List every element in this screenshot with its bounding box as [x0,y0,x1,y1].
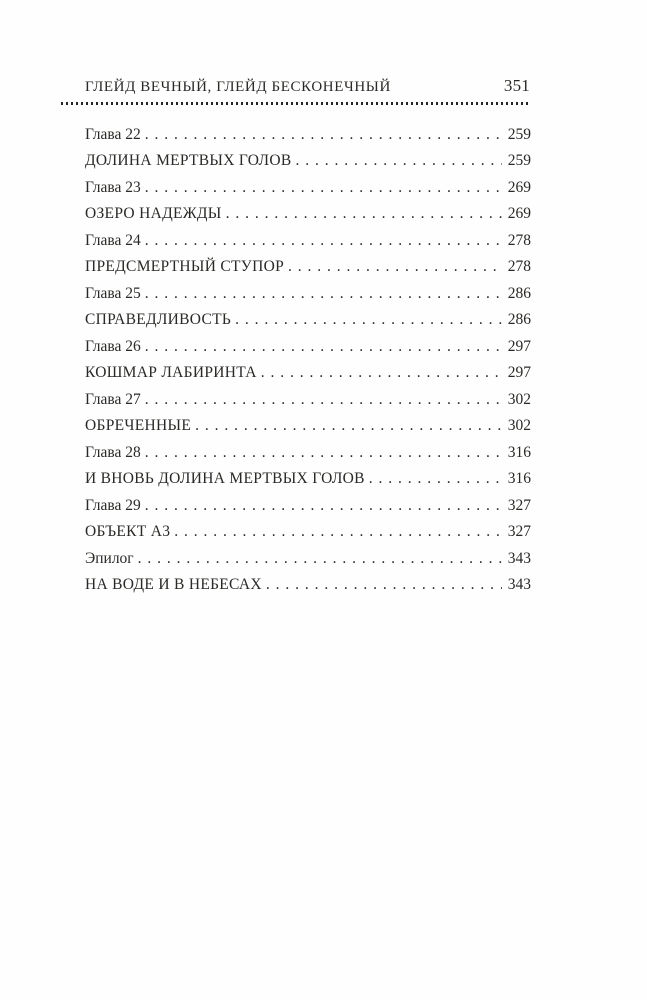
dot-leader [174,519,502,545]
toc-entry [85,122,531,174]
toc-entry [85,175,531,227]
toc-chapter-page: 259 [507,126,531,143]
toc-title-line [85,307,531,333]
toc-chapter-page: 302 [507,391,531,408]
header-dotted-rule [61,102,529,105]
toc-title-page: 302 [507,417,531,434]
dot-leader [145,175,502,201]
toc-entry [85,334,531,386]
toc-title-page: 327 [507,523,531,540]
toc-entry [85,387,531,439]
toc-chapter-line [85,493,531,519]
toc-chapter-label: Глава 26 [85,338,141,355]
dot-leader [261,360,502,386]
dot-leader [266,572,502,598]
dot-leader [288,254,502,280]
dot-leader [369,466,502,492]
toc-chapter-page: 316 [507,444,531,461]
running-header-page-number: 351 [503,76,530,95]
toc-title-page: 297 [507,364,531,381]
toc-title-page: 286 [507,311,531,328]
toc-title-page: 316 [507,470,531,487]
toc-title-line [85,254,531,280]
dot-leader [195,413,502,439]
toc-title-line [85,572,531,598]
dot-leader [145,281,502,307]
toc-title-page: 269 [507,205,531,222]
toc-chapter-page: 286 [507,285,531,302]
toc-title-page: 343 [507,576,531,593]
toc-title-label: ОБЪЕКТ А3 [85,523,171,540]
toc-entry [85,228,531,280]
running-header-title: ГЛЕЙД ВЕЧНЫЙ, ГЛЕЙД БЕСКОНЕЧНЫЙ [85,79,391,95]
running-header [85,77,530,96]
dot-leader [226,201,502,227]
toc-title-label: ОЗЕРО НАДЕЖДЫ [85,205,222,222]
toc-title-line [85,360,531,386]
toc-chapter-line [85,440,531,466]
toc-list [85,122,531,599]
toc-title-label: И ВНОВЬ ДОЛИНА МЕРТВЫХ ГОЛОВ [85,470,365,487]
toc-chapter-line [85,387,531,413]
dot-leader [295,148,502,174]
dot-leader [138,546,502,572]
toc-chapter-line [85,228,531,254]
toc-chapter-label: Глава 24 [85,232,141,249]
toc-title-page: 259 [507,152,531,169]
toc-chapter-line [85,546,531,572]
dot-leader [145,387,502,413]
dot-leader [145,493,502,519]
toc-title-line [85,519,531,545]
toc-title-line [85,466,531,492]
toc-chapter-line [85,122,531,148]
toc-entry [85,281,531,333]
toc-title-line [85,201,531,227]
toc-chapter-label: Глава 25 [85,285,141,302]
toc-chapter-line [85,281,531,307]
toc-chapter-label: Глава 28 [85,444,141,461]
dot-leader [145,122,502,148]
toc-title-label: СПРАВЕДЛИВОСТЬ [85,311,232,328]
toc-title-label: ОБРЕЧЕННЫЕ [85,417,192,434]
toc-entry [85,493,531,545]
toc-chapter-label: Эпилог [85,550,134,567]
dot-leader [145,334,502,360]
toc-title-label: КОШМАР ЛАБИРИНТА [85,364,257,381]
toc-chapter-line [85,175,531,201]
toc-title-line [85,413,531,439]
dot-leader [145,440,502,466]
toc-title-label: ПРЕДСМЕРТНЫЙ СТУПОР [85,258,284,275]
toc-title-label: НА ВОДЕ И В НЕБЕСАХ [85,576,262,593]
toc-chapter-page: 343 [507,550,531,567]
dot-leader [235,307,502,333]
dot-leader [145,228,502,254]
toc-chapter-page: 278 [507,232,531,249]
toc-entry [85,440,531,492]
toc-chapter-page: 327 [507,497,531,514]
toc-chapter-page: 297 [507,338,531,355]
toc-chapter-page: 269 [507,179,531,196]
toc-title-label: ДОЛИНА МЕРТВЫХ ГОЛОВ [85,152,292,169]
toc-title-line [85,148,531,174]
toc-chapter-label: Глава 27 [85,391,141,408]
toc-title-page: 278 [507,258,531,275]
toc-chapter-label: Глава 29 [85,497,141,514]
toc-chapter-line [85,334,531,360]
toc-chapter-label: Глава 23 [85,179,141,196]
toc-entry [85,546,531,598]
toc-chapter-label: Глава 22 [85,126,141,143]
